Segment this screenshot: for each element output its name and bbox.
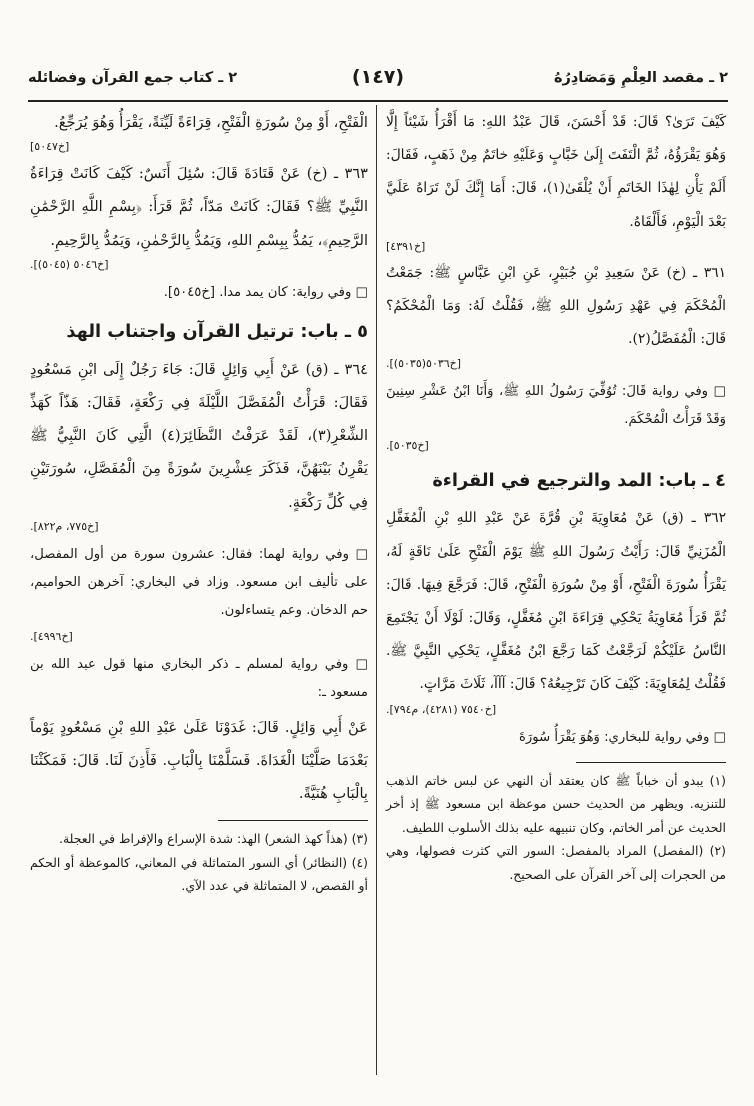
reference: [خ٥٠٤٦ (٥٠٤٥)]. — [30, 257, 109, 271]
hadith-364-muslim: عَنْ أَبِي وَائِلٍ. قَالَ: غَدَوْنَا عَلَىٰ عَبْدِ اللهِ بْنِ مَسْعُودٍ يَوْماً بَعْدَمَا صَلَّيْنَا الْغَدَاةَ. فَسَلَّمْنَا بِالْبَابِ. فَأَذِنَ لَنَا. قَالَ: فَمَكَثْنَا بِالْبَابِ هُنَيَّةً. — [30, 718, 368, 803]
hadith-360-continuation: كَيْفَ تَرَىٰ؟ قَالَ: قَدْ أَحْسَنَ، قَالَ عَبْدُ اللهِ: مَا أَقْرَأُ شَيْئاً إِلَّا وَهُوَ يَقْرَؤُهُ، ثُمَّ الْتَفَتَ إِلَىٰ خَبَّابٍ وَعَلَيْهِ خاتَمٌ مِنْ ذَهَبٍ، فَقَالَ: أَلَمْ يَأْنِ لِهٰذَا الخَاتَمِ أَنْ يُلْقَىٰ(١)، قَالَ: أَمَا إِنَّكَ لَنْ تَرَاهُ عَلَيَّ بَعْدَ الْيَوْمِ، فَأَلْقَاهُ. — [386, 114, 726, 230]
narration-continuation: الْفَتْحِ، أَوْ مِنْ سُورَةِ الْفَتْحِ، قِرَاءَةً لَيِّنَةً، يَقْرَأُ وَهُوَ يُرَجِّعُ. — [54, 114, 368, 131]
footnote-rule — [218, 820, 368, 821]
header-rule — [28, 100, 728, 102]
page-number: (١٤٧) — [351, 66, 405, 88]
narration-note: □ وفي رواية لمسلم ـ ذكر البخاري منها قول عبد الله بن مسعود ـ: — [30, 656, 368, 700]
hadith-362: ٣٦٢ ـ (ق) عَنْ مُعَاوِيَةَ بْنِ قُرَّةَ عَنْ عَبْدِ اللهِ بْنِ الْمُغَفَّلِ الْمُزَنِيِّ قَالَ: رَأَيْتُ رَسُولَ اللهِ ﷺ يَوْمَ الْفَتْحِ عَلَىٰ نَاقَةٍ لَهُ، يَقْرَأُ سُورَةَ الْفَتْحِ، أَوْ مِنْ سُورَةِ الْفَتْحِ، قَالَ: فَرَجَّعَ فِيهَا. قَالَ: ثُمَّ قَرَأَ مُعَاوِيَةُ يَحْكِي قِرَاءَةَ ابْنِ مُغَفَّلٍ، وَقَالَ: لَوْلَا أَنْ يَجْتَمِعَ النَّاسُ عَلَيْكُمْ لَرَجَّعْتُ كَمَا رَجَّعَ ابْنُ مُغَفَّلٍ، يَحْكِي النَّبِيَّ ﷺ. فَقُلْتُ لِمُعَاوِيَةَ: كَيْفَ كَانَ تَرْجِيعُهُ؟ قَالَ: آآآ، ثَلَاثَ مَرَّاتٍ. — [386, 510, 726, 693]
narration-note: □ وفي رواية: كان يمد مدا. [خ٥٠٤٥]. — [163, 284, 368, 300]
column-divider — [376, 105, 377, 1075]
reference: [خ٥٠٤٧] — [30, 140, 70, 154]
reference: [خ٧٧٥، م٨٢٢]. — [30, 519, 99, 533]
page-header — [28, 66, 728, 102]
running-title-right: ٢ ـ مقصد العِلْمِ وَمَصَادِرُهُ — [553, 70, 728, 86]
footnote-rule — [576, 762, 726, 763]
running-title-left: ٢ ـ كتاب جمع القرآن وفضائله — [28, 70, 238, 86]
reference: [خ٧٥٤٠ (٤٢٨١)، م٧٩٤]. — [386, 702, 497, 716]
footnote-1: (١) يبدو أن خباباً ﷺ كان يعتقد أن النهي عن لبس خاتم الذهب للتنزيه. ويظهر من الحديث حسن موعظة ابن مسعود ﷺ إذ أخر الحديث عن أمر الخاتم، وكان تنبيهه عليه بذلك الأسلوب اللطيف. — [386, 772, 726, 835]
chapter-heading: ٤ ـ باب: المد والترجيع في القراءة — [432, 470, 726, 492]
footnote-4: (٤) (النظائر) أي السور المتماثلة في المعاني، كالموعظة أو الحكم أو القصص، لا المتماثلة في عدد الآي. — [30, 854, 368, 894]
narration-note: □ وفي رواية للبخاري: وَهُوَ يَقْرَأُ سُورَةَ — [518, 729, 726, 745]
narration-note: □ وفي رواية قَالَ: تُوُفِّيَ رَسُولُ اللهِ ﷺ، وَأَنَا ابْنُ عَشْرِ سِنِينَ وَقَدْ قَرَأْتُ الْمُحْكَمَ. — [386, 384, 726, 428]
narration-note: □ وفي رواية لهما: فقال: عشرون سورة من أول المفصل، على تأليف ابن مسعود. وزاد في البخاري: آخرهن الحواميم، حم الدخان. وعم يتساءلون. — [30, 546, 368, 618]
hadith-361: ٣٦١ ـ (خ) عَنْ سَعِيدِ بْنِ جُبَيْرٍ، عَنِ ابْنِ عَبَّاسٍ ﷺ: جَمَعْتُ الْمُحْكَمَ فِي عَهْدِ رَسُولِ اللهِ ﷺ، فَقُلْتُ لَهُ: وَمَا الْمُحْكَمُ؟ قَالَ: الْمُفَصَّلُ(٢). — [386, 264, 726, 348]
right-column — [386, 106, 726, 886]
hadith-363: ٣٦٣ ـ (خ) عَنْ قَتَادَةَ قَالَ: سُئِلَ أَنَسٌ: كَيْفَ كَانَتْ قِرَاءَةُ النَّبِيِّ ﷺ؟ فَقَالَ: كَانَتْ مَدّاً، ثُمَّ قَرَأَ: ﴿بِسْمِ اللَّهِ الرَّحْمَٰنِ الرَّحِيمِ﴾، يَمُدُّ بِبِسْمِ اللهِ، وَيَمُدُّ بِالرَّحْمٰنِ، وَيَمُدُّ بِالرَّحِيمِ. — [30, 165, 368, 249]
reference: [خ٥٠٣٥]. — [386, 439, 429, 453]
footnote-2: (٢) (المفصل) المراد بالمفصل: السور التي كثرت فصولها، وهي من الحجرات إلى آخر القرآن على الصحيح. — [386, 843, 726, 882]
left-column — [30, 106, 368, 898]
hadith-364: ٣٦٤ ـ (ق) عَنْ أَبِي وَائِلٍ قَالَ: جَاءَ رَجُلٌ إِلَى ابْنِ مَسْعُودٍ فَقَالَ: قَرَأْتُ الْمُفَصَّلَ اللَّيْلَةَ فِي رَكْعَةٍ، فَقَالَ: هَذّاً كَهَذِّ الشِّعْرِ(٣)، لَقَدْ عَرَفْتُ النَّظَائِرَ(٤) الَّتِي كَانَ النَّبِيُّ ﷺ يَقْرِنُ بَيْنَهُنَّ، فَذَكَرَ عِشْرِينَ سُورَةً مِنَ الْمُفَصَّلِ، سُورَتَيْنِ فِي كُلِّ رَكْعَةٍ. — [30, 360, 368, 511]
chapter-heading: ٥ ـ باب: ترتيل القرآن واجتناب الهذ — [66, 320, 368, 342]
reference: [خ٥٠٣٦(٥٠٣٥)]. — [386, 357, 462, 371]
reference: [خ٤٩٩٦]. — [30, 629, 73, 643]
reference: [خ٤٣٩١] — [386, 239, 426, 253]
footnote-3: (٣) (هذاً كهذ الشعر) الهذ: شدة الإسراع والإفراط في العجلة. — [59, 831, 368, 847]
